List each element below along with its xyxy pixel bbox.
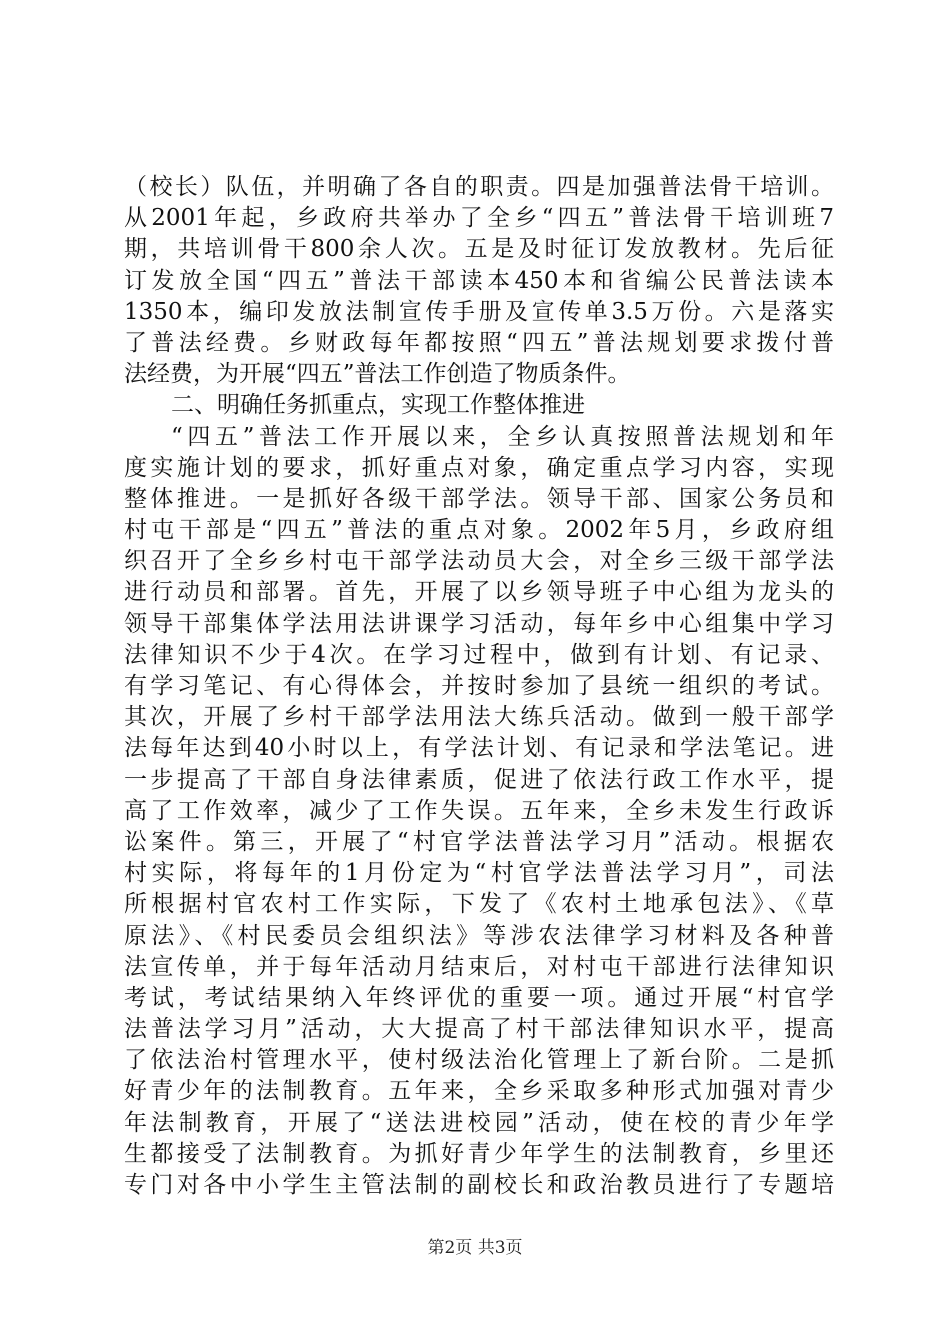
body-line: 高了工作效率，减少了工作失误。五年来，全乡未发生行政诉 — [124, 797, 834, 824]
body-line: 了普法经费。乡财政每年都按照“四五”普法规划要求拨付普 — [124, 329, 834, 356]
body-line: 所根据村官农村工作实际，下发了《农村土地承包法》、《草 — [124, 891, 834, 918]
section-heading: 二、明确任务抓重点，实现工作整体推进 — [171, 392, 585, 419]
body-line: 村屯干部是“四五”普法的重点对象。2002年5月，乡政府组 — [124, 517, 834, 544]
body-line: 织召开了全乡乡村屯干部学法动员大会，对全乡三级干部学法 — [124, 548, 834, 575]
body-line: 一步提高了干部自身法律素质，促进了依法行政工作水平，提 — [124, 766, 834, 793]
body-line: 法普法学习月”活动，大大提高了村干部法律知识水平，提高 — [124, 1016, 834, 1043]
body-line: 考试，考试结果纳入年终评优的重要一项。通过开展“村官学 — [124, 984, 834, 1011]
body-line: 生都接受了法制教育。为抓好青少年学生的法制教育，乡里还 — [124, 1140, 834, 1167]
body-line: 领导干部集体学法用法讲课学习活动，每年乡中心组集中学习 — [124, 610, 834, 637]
body-line: 期，共培训骨干800余人次。五是及时征订发放教材。先后征 — [124, 236, 834, 263]
body-line: 整体推进。一是抓好各级干部学法。领导干部、国家公务员和 — [124, 485, 834, 512]
body-line: 法每年达到40小时以上，有学法计划、有记录和学法笔记。进 — [124, 735, 834, 762]
body-line: 好青少年的法制教育。五年来，全乡采取多种形式加强对青少 — [124, 1078, 834, 1105]
body-line: 进行动员和部署。首先，开展了以乡领导班子中心组为龙头的 — [124, 579, 834, 606]
body-line: 年法制教育，开展了“送法进校园”活动，使在校的青少年学 — [124, 1109, 834, 1136]
body-line: 原法》、《村民委员会组织法》等涉农法律学习材料及各种普 — [124, 922, 834, 949]
body-line: 法宣传单，并于每年活动月结束后，对村屯干部进行法律知识 — [124, 953, 834, 980]
document-body — [124, 172, 834, 1201]
body-line: 1350本，编印发放法制宣传手册及宣传单3.5万份。六是落实 — [124, 298, 834, 325]
body-line: 专门对各中小学生主管法制的副校长和政治教员进行了专题培 — [124, 1172, 834, 1198]
body-line: 有学习笔记、有心得体会，并按时参加了县统一组织的考试。 — [124, 673, 834, 699]
body-line: 订发放全国“四五”普法干部读本450本和省编公民普法读本 — [124, 267, 834, 294]
body-line: 度实施计划的要求，抓好重点对象，确定重点学习内容，实现 — [124, 454, 834, 481]
body-line: 了依法治村管理水平，使村级法治化管理上了新台阶。二是抓 — [124, 1047, 834, 1074]
body-line: 法律知识不少于4次。在学习过程中，做到有计划、有记录、 — [124, 641, 834, 668]
body-line: 讼案件。第三，开展了“村官学法普法学习月”活动。根据农 — [124, 828, 834, 855]
body-line: （校长）队伍，并明确了各自的职责。四是加强普法骨干培训。 — [124, 174, 834, 200]
body-line: 其次，开展了乡村干部学法用法大练兵活动。做到一般干部学 — [124, 704, 834, 731]
body-line: 法经费，为开展“四五”普法工作创造了物质条件。 — [124, 361, 631, 388]
body-line: 村实际，将每年的1月份定为“村官学法普法学习月”，司法 — [124, 860, 834, 887]
body-line: 从2001年起，乡政府共举办了全乡“四五”普法骨干培训班7 — [124, 205, 834, 232]
paragraph-first-line: “四五”普法工作开展以来，全乡认真按照普法规划和年 — [171, 423, 834, 450]
page-number-footer: 第2页 共3页 — [427, 1238, 523, 1258]
